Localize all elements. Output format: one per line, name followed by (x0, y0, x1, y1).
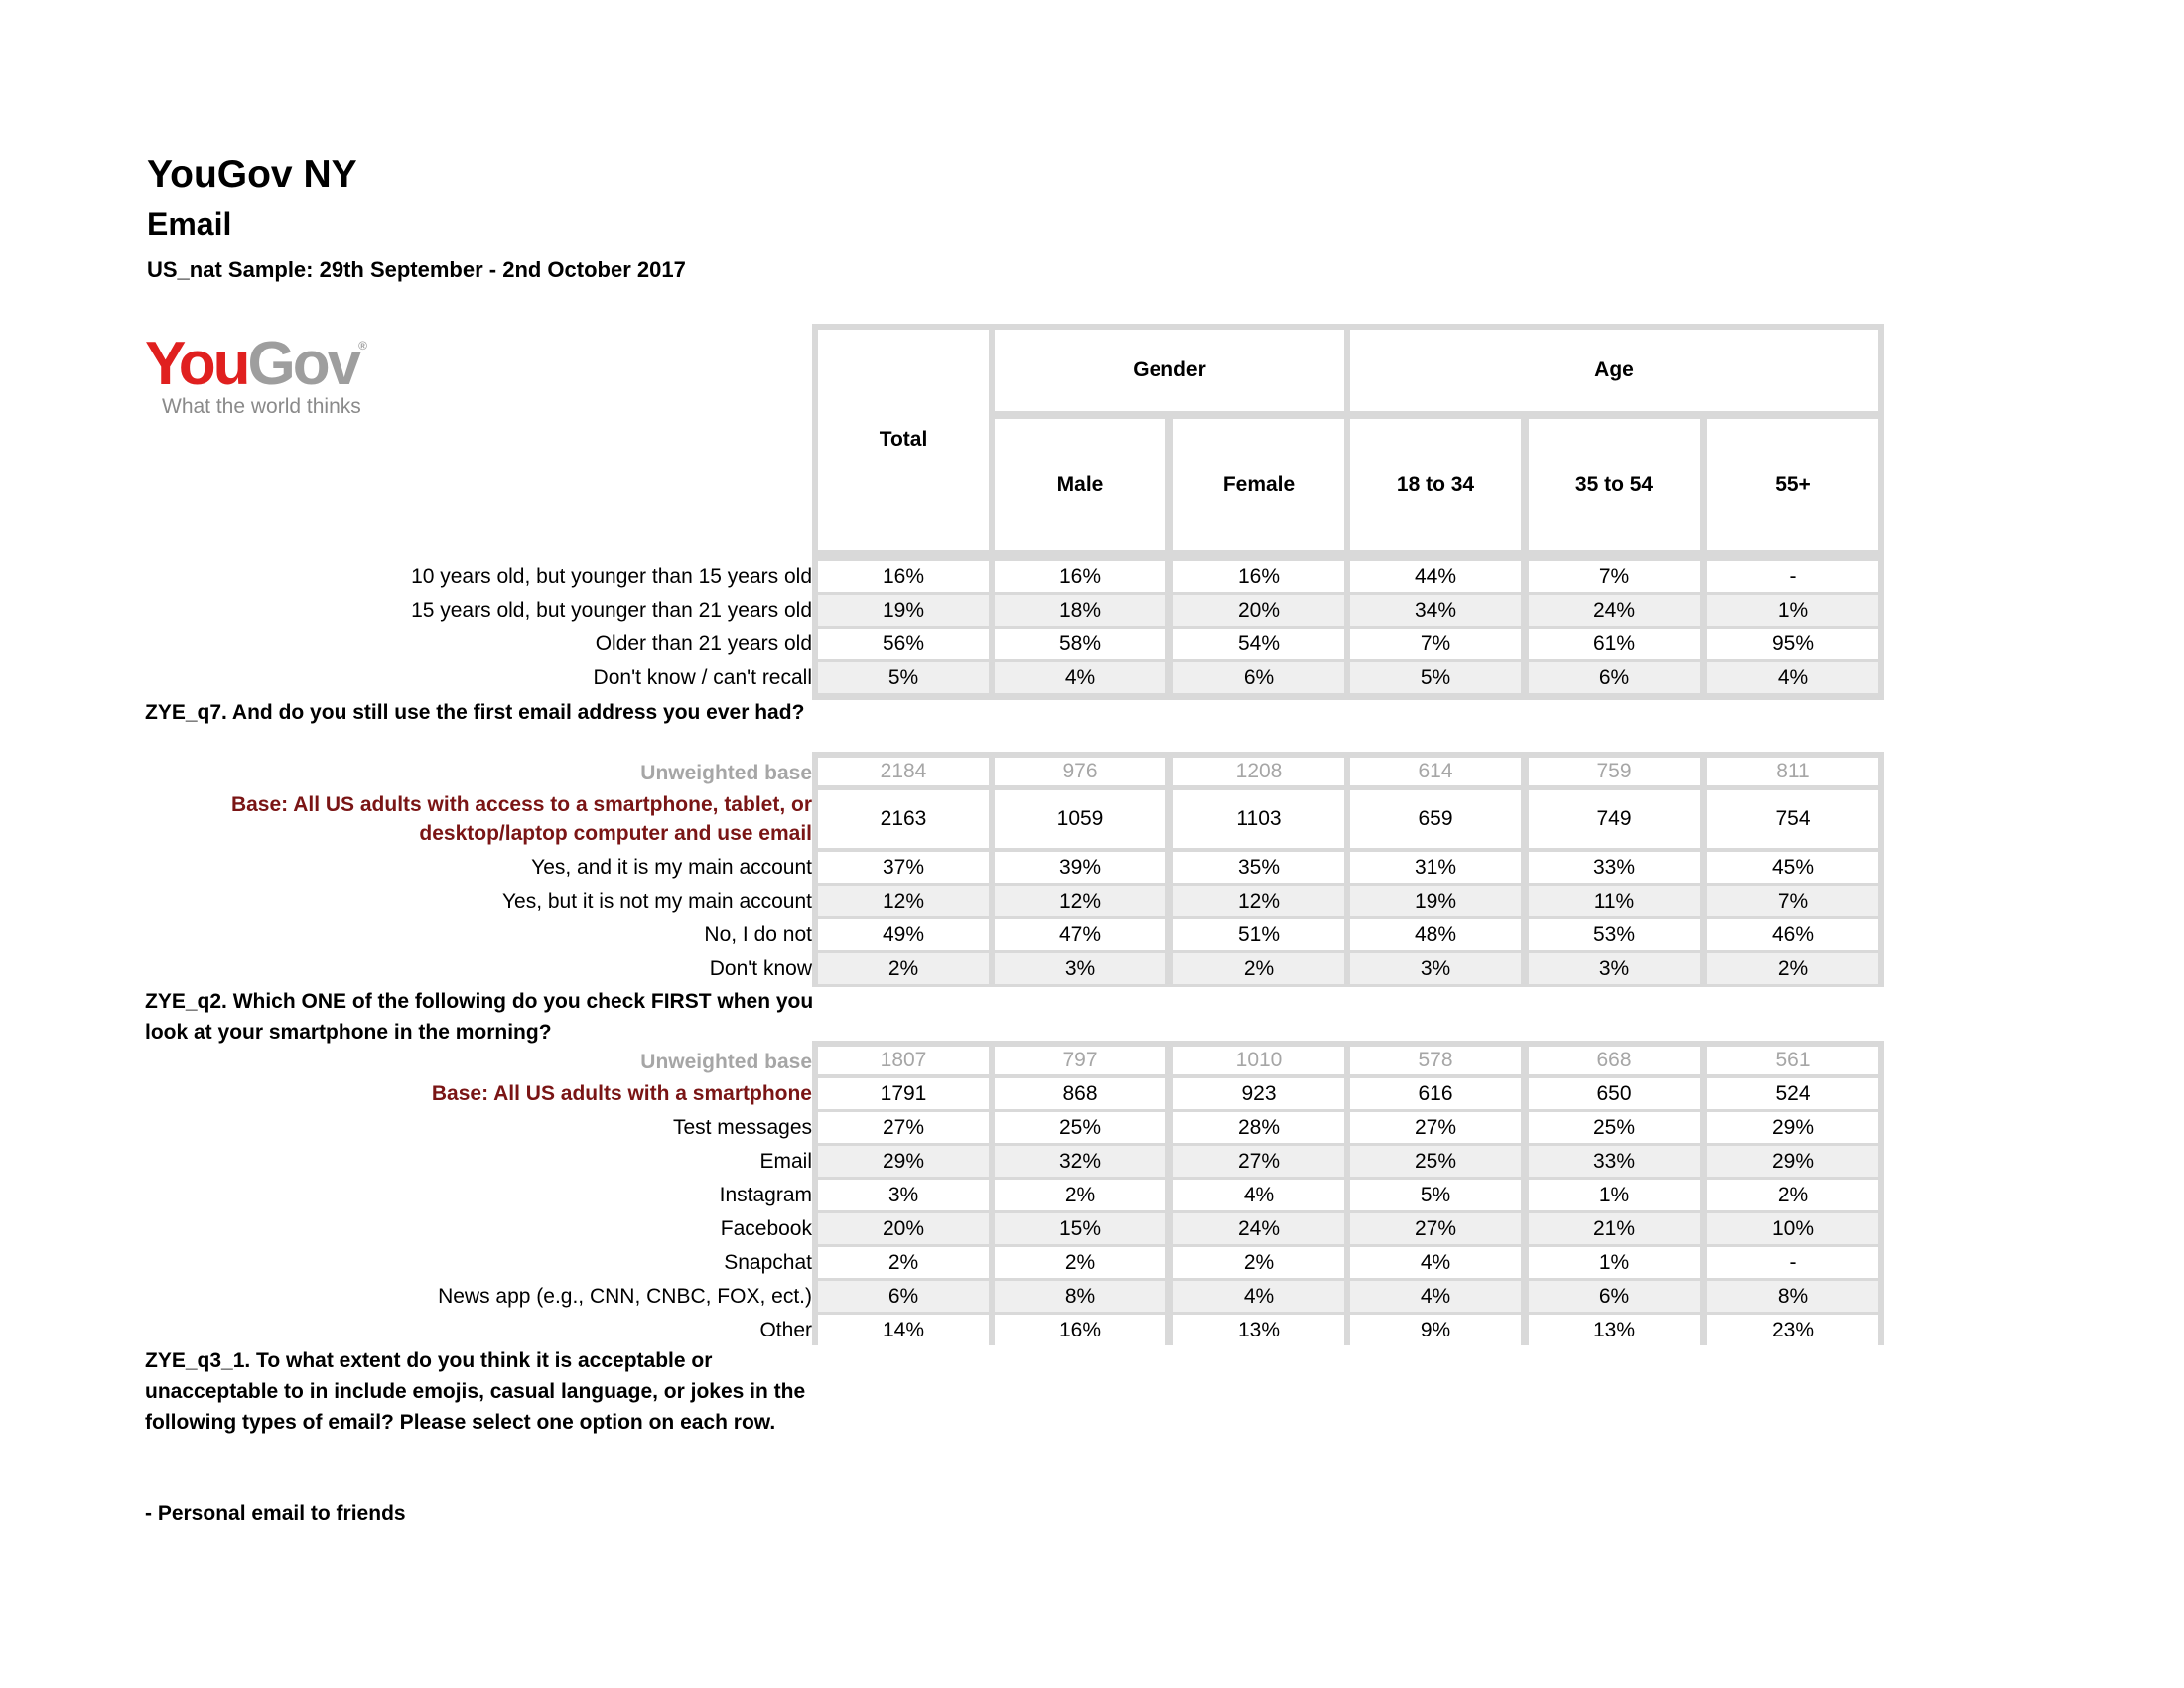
logo-gov-text: Gov (247, 330, 359, 398)
table-row (818, 1281, 1878, 1312)
table-row (818, 953, 1878, 984)
table-cell: 16% (818, 561, 989, 592)
table-cell: 34% (1350, 595, 1521, 626)
table-cell: 3% (1350, 953, 1521, 984)
table-cell: 749 (1529, 790, 1700, 848)
row-label: 15 years old, but younger than 21 years old (411, 599, 812, 622)
header-total: Total (818, 330, 989, 550)
table-cell: 11% (1529, 886, 1700, 916)
table-row (818, 662, 1878, 693)
table-cell: 4% (1350, 1281, 1521, 1312)
table-cell: 28% (1173, 1112, 1344, 1143)
table-cell: 1% (1529, 1247, 1700, 1278)
table-cell: 47% (995, 919, 1165, 950)
table-row (818, 1213, 1878, 1244)
table-cell: 15% (995, 1213, 1165, 1244)
table-row (818, 919, 1878, 950)
row-label: No, I do not (704, 923, 812, 946)
table-cell: 33% (1529, 852, 1700, 883)
table-cell: 6% (1529, 662, 1700, 693)
table-cell: 2% (818, 953, 989, 984)
table-cell: 24% (1529, 595, 1700, 626)
table-cell: 35% (1173, 852, 1344, 883)
table-cell: 614 (1350, 758, 1521, 785)
table-row (818, 561, 1878, 592)
row-label: Older than 21 years old (595, 633, 812, 655)
table-cell: 4% (995, 662, 1165, 693)
row-label: Snapchat (724, 1251, 812, 1274)
logo-tagline: What the world thinks (162, 395, 361, 418)
table-cell: 13% (1529, 1315, 1700, 1345)
table-cell: 2184 (818, 758, 989, 785)
table-cell: 12% (1173, 886, 1344, 916)
table-cell: 5% (818, 662, 989, 693)
header-age-35-54: 35 to 54 (1529, 419, 1700, 550)
table-row (818, 886, 1878, 916)
table-cell: 29% (1707, 1112, 1878, 1143)
table-cell: 25% (1529, 1112, 1700, 1143)
table-cell: 24% (1173, 1213, 1344, 1244)
table-cell: 5% (1350, 662, 1521, 693)
table-cell: 12% (995, 886, 1165, 916)
table-cell: 4% (1173, 1180, 1344, 1210)
table-row (818, 1078, 1878, 1109)
header-female: Female (1173, 419, 1344, 550)
header-gender: Gender (995, 330, 1344, 411)
table-cell: 7% (1350, 629, 1521, 659)
table-cell: 6% (1173, 662, 1344, 693)
table-cell: 4% (1350, 1247, 1521, 1278)
table-cell: 20% (818, 1213, 989, 1244)
table-cell: 5% (1350, 1180, 1521, 1210)
table-cell: 2% (995, 1247, 1165, 1278)
table-cell: 39% (995, 852, 1165, 883)
row-label: Email (759, 1150, 812, 1173)
table-cell: 4% (1173, 1281, 1344, 1312)
table-cell: 14% (818, 1315, 989, 1345)
table-cell: 13% (1173, 1315, 1344, 1345)
table-cell: 811 (1707, 758, 1878, 785)
table-cell: 2% (1707, 1180, 1878, 1210)
table-cell: 1% (1707, 595, 1878, 626)
table-cell: 33% (1529, 1146, 1700, 1177)
table-cell: 31% (1350, 852, 1521, 883)
table-cell: 8% (995, 1281, 1165, 1312)
row-label: Base: All US adults with access to a smartphone, tablet, or desktop/laptop computer and use email (230, 793, 812, 845)
page-title: YouGov NY (147, 153, 357, 196)
question-q3-1-subitem: - Personal email to friends (145, 1502, 406, 1525)
table-cell: 1010 (1173, 1047, 1344, 1074)
table-cell: 95% (1707, 629, 1878, 659)
table-cell: 48% (1350, 919, 1521, 950)
table-cell: 6% (1529, 1281, 1700, 1312)
table-cell: 44% (1350, 561, 1521, 592)
table-cell: 9% (1350, 1315, 1521, 1345)
table-cell: 23% (1707, 1315, 1878, 1345)
row-label: Unweighted base (640, 762, 812, 784)
table-row (818, 1247, 1878, 1278)
table-cell: 27% (818, 1112, 989, 1143)
logo-registered-mark: ® (358, 339, 364, 352)
table-cell: 3% (818, 1180, 989, 1210)
row-label: Facebook (720, 1217, 812, 1240)
table-cell: 659 (1350, 790, 1521, 848)
page-subtitle: Email (147, 207, 232, 242)
row-label: 10 years old, but younger than 15 years old (411, 565, 812, 588)
table-cell: 56% (818, 629, 989, 659)
table-cell: 650 (1529, 1078, 1700, 1109)
row-label: Don't know (709, 957, 812, 980)
row-label: Other (759, 1319, 812, 1341)
table-row (818, 595, 1878, 626)
table-cell: 46% (1707, 919, 1878, 950)
table-cell: 19% (1350, 886, 1521, 916)
table-cell: 49% (818, 919, 989, 950)
table-cell: 25% (995, 1112, 1165, 1143)
table-cell: 578 (1350, 1047, 1521, 1074)
yougov-logo (145, 330, 383, 423)
table-cell: 2% (1707, 953, 1878, 984)
table-cell: 45% (1707, 852, 1878, 883)
table-cell: 7% (1529, 561, 1700, 592)
header-male: Male (995, 419, 1165, 550)
table-cell: 20% (1173, 595, 1344, 626)
table-cell: 16% (995, 1315, 1165, 1345)
table-cell: 37% (818, 852, 989, 883)
table-row (818, 1180, 1878, 1210)
table-cell: 29% (1707, 1146, 1878, 1177)
table-cell: 3% (1529, 953, 1700, 984)
row-label: Yes, but it is not my main account (501, 890, 812, 913)
row-label: Don't know / can't recall (593, 666, 812, 689)
table-cell: 12% (818, 886, 989, 916)
table-cell: 32% (995, 1146, 1165, 1177)
table-row (818, 629, 1878, 659)
table-cell: - (1707, 1247, 1878, 1278)
table-cell: 21% (1529, 1213, 1700, 1244)
table-row (818, 1047, 1878, 1074)
table-cell: 759 (1529, 758, 1700, 785)
table-cell: 61% (1529, 629, 1700, 659)
table-cell: 923 (1173, 1078, 1344, 1109)
table-row (818, 1146, 1878, 1177)
table-cell: 616 (1350, 1078, 1521, 1109)
table-cell: 1% (1529, 1180, 1700, 1210)
table-cell: 976 (995, 758, 1165, 785)
table-row (818, 758, 1878, 785)
row-label: Instagram (719, 1184, 812, 1206)
table-cell: 4% (1707, 662, 1878, 693)
row-label: Test messages (672, 1116, 812, 1139)
table-cell: 54% (1173, 629, 1344, 659)
table-cell: 2% (1173, 1247, 1344, 1278)
table-cell: 10% (1707, 1213, 1878, 1244)
table-cell: 3% (995, 953, 1165, 984)
table-cell: 19% (818, 595, 989, 626)
table-cell: 868 (995, 1078, 1165, 1109)
row-label: Base: All US adults with a smartphone (431, 1082, 812, 1105)
table-cell: 2% (995, 1180, 1165, 1210)
table-cell: 2163 (818, 790, 989, 848)
table-cell: 58% (995, 629, 1165, 659)
table-cell: 7% (1707, 886, 1878, 916)
table-cell: 51% (1173, 919, 1344, 950)
header-age-18-34: 18 to 34 (1350, 419, 1521, 550)
question-q7: ZYE_q7. And do you still use the first email address you ever had? (145, 701, 805, 724)
table-row (818, 852, 1878, 883)
table-row (818, 790, 1878, 848)
table-cell: 1807 (818, 1047, 989, 1074)
row-label: Yes, and it is my main account (531, 856, 812, 879)
table-cell: 1059 (995, 790, 1165, 848)
table-cell: 16% (1173, 561, 1344, 592)
table-cell: 524 (1707, 1078, 1878, 1109)
row-label: News app (e.g., CNN, CNBC, FOX, ect.) (438, 1285, 812, 1308)
table-cell: - (1707, 561, 1878, 592)
header-age-55-plus: 55+ (1707, 419, 1878, 550)
table-cell: 2% (818, 1247, 989, 1278)
table-cell: 1103 (1173, 790, 1344, 848)
row-label: Unweighted base (640, 1051, 812, 1073)
table-cell: 53% (1529, 919, 1700, 950)
table-cell: 754 (1707, 790, 1878, 848)
table-cell: 18% (995, 595, 1165, 626)
table-row (818, 1112, 1878, 1143)
table-cell: 29% (818, 1146, 989, 1177)
table-cell: 27% (1173, 1146, 1344, 1177)
table-cell: 1208 (1173, 758, 1344, 785)
table-cell: 25% (1350, 1146, 1521, 1177)
table-cell: 668 (1529, 1047, 1700, 1074)
column-header-grid (812, 324, 1884, 556)
question-q2: ZYE_q2. Which ONE of the following do you check FIRST when you look at your smartphone in the morning? (145, 990, 814, 1044)
table-cell: 561 (1707, 1047, 1878, 1074)
sample-description: US_nat Sample: 29th September - 2nd October 2017 (147, 257, 686, 282)
question-q3-1: ZYE_q3_1. To what extent do you think it is acceptable or unacceptable to in include emojis, casual language, or jokes in the following types of email? Please select one option on each row. (145, 1349, 806, 1434)
table-cell: 6% (818, 1281, 989, 1312)
table-cell: 8% (1707, 1281, 1878, 1312)
table-cell: 16% (995, 561, 1165, 592)
table-cell: 1791 (818, 1078, 989, 1109)
header-age: Age (1350, 330, 1878, 411)
table-cell: 27% (1350, 1112, 1521, 1143)
table-cell: 27% (1350, 1213, 1521, 1244)
logo-you-text: You (145, 330, 248, 398)
table-cell: 2% (1173, 953, 1344, 984)
table-cell: 797 (995, 1047, 1165, 1074)
table-row (818, 1315, 1878, 1345)
